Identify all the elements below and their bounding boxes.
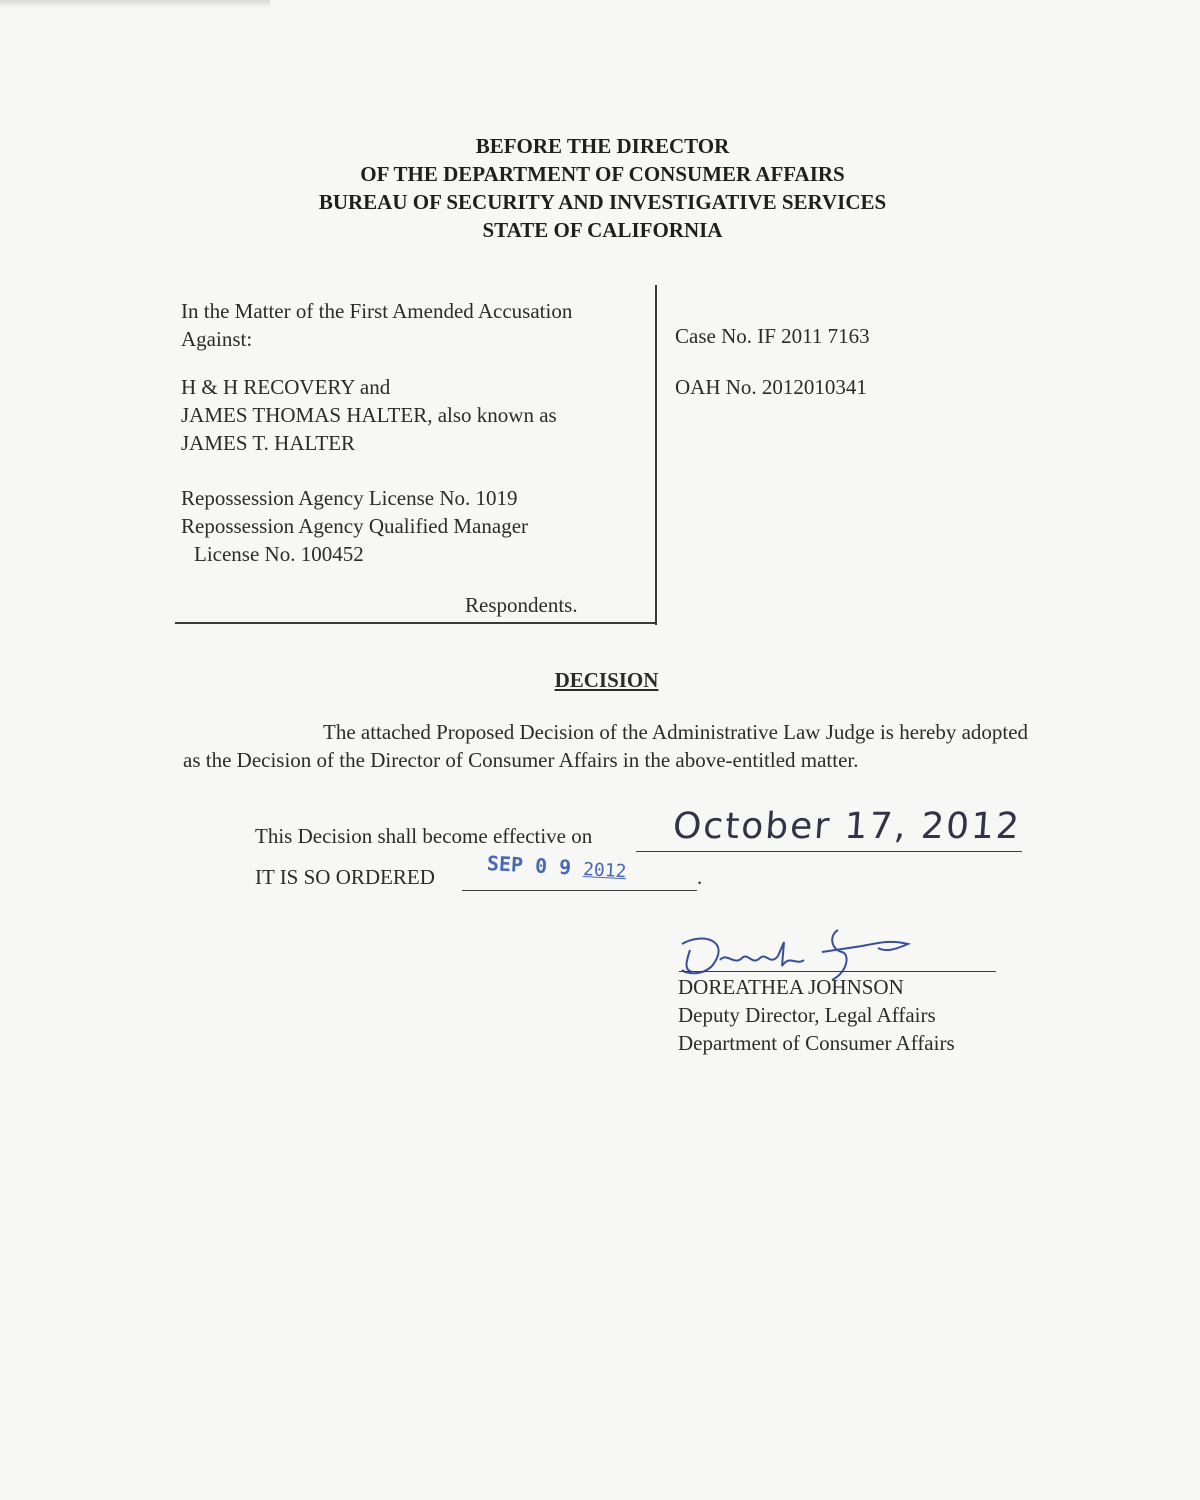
signer-name: DOREATHEA JOHNSON [678,975,904,999]
effective-date-handwritten: October 17, 2012 [671,806,1023,847]
ordered-date-blank [462,890,697,891]
stamp-year: 2012 [582,859,627,883]
signature-line [679,971,996,972]
case-number: Case No. IF 2011 7163 [675,324,870,348]
license-line-1: Repossession Agency License No. 1019 [181,486,518,510]
effective-date-blank [636,851,1022,852]
license-line-3: License No. 100452 [194,542,364,566]
header-line-2: OF THE DEPARTMENT OF CONSUMER AFFAIRS [360,162,845,186]
header-line-4: STATE OF CALIFORNIA [482,218,723,242]
decision-body: The attached Proposed Decision of the Administrative Law Judge is hereby adopted as the Decision of the Director of Consumer Affairs in the above-entitled matter. [183,720,1029,772]
header-line-3: BUREAU OF SECURITY AND INVESTIGATIVE SERVICES [318,190,887,214]
scan-edge [0,0,270,8]
signer-block [678,973,955,1057]
date-stamp [486,851,627,882]
license-line-2: Repossession Agency Qualified Manager [181,514,529,538]
matter-line-2: Against: [181,327,253,351]
signer-department: Department of Consumer Affairs [678,1031,955,1055]
respondent-line-3: JAMES T. HALTER [181,431,356,455]
effective-label: This Decision shall become effective on [255,824,593,848]
document-header [0,132,1200,244]
ordered-period: . [697,865,703,889]
matter-line-1: In the Matter of the First Amended Accusation [181,299,573,323]
header-line-1: BEFORE THE DIRECTOR [475,134,730,158]
ordered-label: IT IS SO ORDERED [255,865,435,889]
respondents-label: Respondents. [465,593,578,617]
case-caption-left [181,297,651,568]
respondent-line-1: H & H RECOVERY and [181,375,391,399]
signer-title: Deputy Director, Legal Affairs [678,1003,936,1027]
caption-vertical-divider [655,285,657,625]
respondent-line-2: JAMES THOMAS HALTER, also known as [181,403,557,427]
caption-horizontal-divider [175,622,657,624]
stamp-month-day: SEP 0 9 [486,851,572,880]
case-caption-right [675,322,870,401]
decision-title: DECISION [554,668,659,692]
oah-number: OAH No. 2012010341 [675,375,867,399]
